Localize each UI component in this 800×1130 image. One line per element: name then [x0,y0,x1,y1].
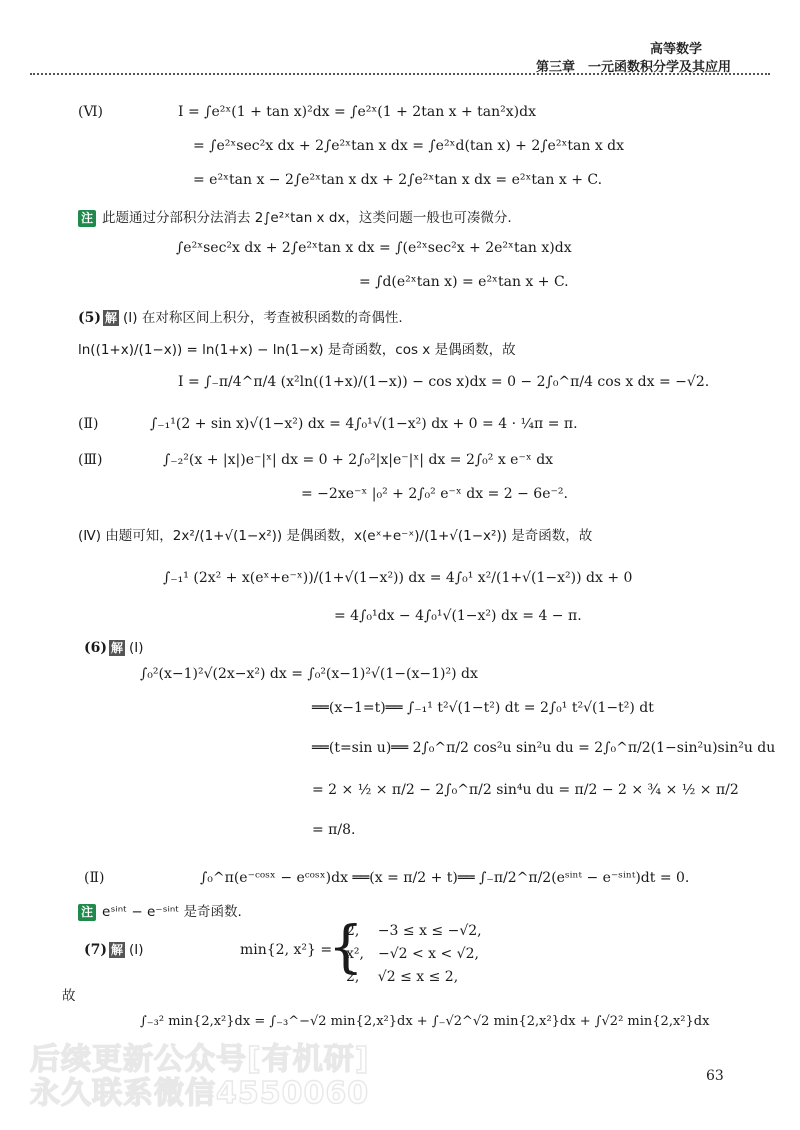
book-title: 高等数学 [650,41,703,56]
p5-iv2: ∫₋₁¹ (2x² + x(eˣ+e⁻ˣ))/(1+√(1−x²)) dx = 4∫₀¹ x²/(1+√(1−x²)) dx + 0 [163,570,633,586]
label-vi: (Ⅵ) [78,104,104,120]
p5-line2: I = ∫₋π/4^π/4 (x²ln((1+x)/(1−x)) − cos x)dx = 0 − 2∫₀^π/4 cos x dx = −√2. [178,374,710,390]
p7-lhs: min{2, x²} = [240,942,333,958]
p6-label: (6) [84,640,107,656]
vi-line3: = e²ˣtan x − 2∫e²ˣtan x dx + 2∫e²ˣtan x dx = e²ˣtan x + C. [193,172,603,188]
p6-sub: (Ⅰ) [129,640,144,656]
p6-l3: ══(t=sin u)══ 2∫₀^π/2 cos²u sin²u du = 2∫₀^π/2(1−sin²u)sin²u du [312,740,776,756]
p6-ii-label: (Ⅱ) [84,870,105,886]
note1 [78,206,512,227]
p7-row [84,942,144,958]
p6-note [78,900,242,921]
watermark-line2: 永久联系微信4550060 [30,1076,370,1111]
p6-l5: = π/8. [312,822,356,838]
page-number: 63 [706,1068,724,1084]
label-ii: (Ⅱ) [78,416,99,432]
p7-label: (7) [84,942,107,958]
p5-label: (5) [78,310,101,326]
brace: { [328,915,364,980]
note1-line2: = ∫d(e²ˣtan x) = e²ˣtan x + C. [359,274,569,290]
note-badge: 注 [78,210,96,227]
jie-badge: 解 [111,943,124,957]
p7-case3: 2, √2 ≤ x ≤ 2, [346,969,459,985]
p6-note-text: eˢⁱⁿᵗ − e⁻ˢⁱⁿᵗ 是奇函数. [102,904,242,920]
jie-badge: 解 [105,311,118,325]
p7-case2: x², −√2 < x < √2, [346,946,479,962]
p7-case1: 2, −3 ≤ x ≤ −√2, [346,923,482,939]
p6-ii: ∫₀^π(e⁻ᶜᵒˢˣ − eᶜᵒˢˣ)dx ══(x = π/2 + t)══ ∫₋π/2^π/2(eˢⁱⁿᵗ − e⁻ˢⁱⁿᵗ)dt = 0. [200,870,690,886]
p5-iv3: = 4∫₀¹dx − 4∫₀¹√(1−x²) dx = 4 − π. [334,608,582,624]
p5-ii: ∫₋₁¹(2 + sin x)√(1−x²) dx = 4∫₀¹√(1−x²) dx + 0 = 4 · ¼π = π. [150,416,578,432]
note1-text: 此题通过分部积分法消去 2∫e²ˣtan x dx，这类问题一般也可凑微分. [102,210,512,226]
p5-iii2: = −2xe⁻ˣ |₀² + 2∫₀² e⁻ˣ dx = 2 − 6e⁻². [301,486,568,502]
p6-l4: = 2 × ½ × π/2 − 2∫₀^π/2 sin⁴u du = π/2 − 2 × ¾ × ½ × π/2 [312,782,739,798]
note-badge: 注 [78,904,96,921]
p5-iv1: (Ⅳ) 由题可知，2x²/(1+√(1−x²)) 是偶函数，x(eˣ+e⁻ˣ)/(1+√(1−x²)) 是奇函数，故 [78,528,593,544]
header-divider [30,73,770,75]
p7-sub: (Ⅰ) [129,942,144,958]
p5-iii1: ∫₋₂²(x + |x|)e⁻|ˣ| dx = 0 + 2∫₀²|x|e⁻|ˣ| dx = 2∫₀² x e⁻ˣ dx [163,452,554,468]
p5-intro-row [78,306,403,326]
p6-l2: ══(x−1=t)══ ∫₋₁¹ t²√(1−t²) dt = 2∫₀¹ t²√(1−t²) dt [312,700,654,716]
p5-line1: ln((1+x)/(1−x)) = ln(1+x) − ln(1−x) 是奇函数，cos x 是偶函数，故 [78,342,516,358]
p5-intro: (Ⅰ) 在对称区间上积分，考查被积函数的奇偶性. [123,310,403,326]
p6-l1: ∫₀²(x−1)²√(2x−x²) dx = ∫₀²(x−1)²√(1−(x−1)²) dx [140,666,478,682]
chapter-title: 第三章 一元函数积分学及其应用 [536,59,732,74]
p7-gu: 故 [62,988,76,1004]
label-iii: (Ⅲ) [78,452,103,468]
p6-row [84,640,144,656]
vi-line2: = ∫e²ˣsec²x dx + 2∫e²ˣtan x dx = ∫e²ˣd(tan x) + 2∫e²ˣtan x dx [193,138,625,154]
p7-last: ∫₋₃² min{2,x²}dx = ∫₋₃^−√2 min{2,x²}dx + ∫₋√2^√2 min{2,x²}dx + ∫√2² min{2,x²}dx [140,1014,710,1029]
note1-line1: ∫e²ˣsec²x dx + 2∫e²ˣtan x dx = ∫(e²ˣsec²x + 2e²ˣtan x)dx [176,240,572,256]
watermark-line1: 后续更新公众号[有机研] [30,1042,370,1077]
jie-badge: 解 [111,641,124,655]
vi-line1: I = ∫e²ˣ(1 + tan x)²dx = ∫e²ˣ(1 + 2tan x + tan²x)dx [178,104,536,120]
